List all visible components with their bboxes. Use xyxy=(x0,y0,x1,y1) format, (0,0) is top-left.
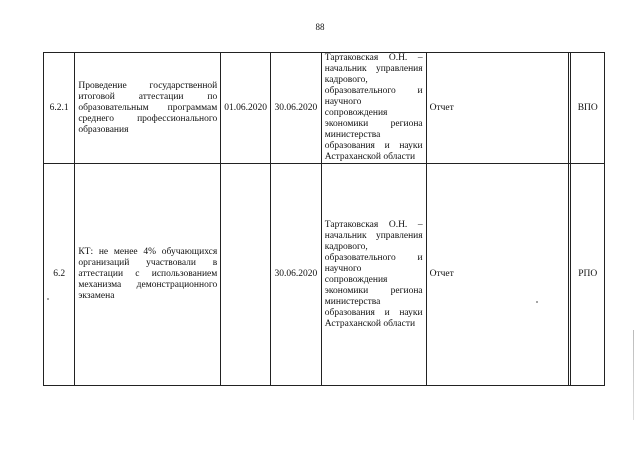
start-date xyxy=(221,164,271,386)
start-date: 01.06.2020 xyxy=(221,53,271,164)
scan-edge-shadow xyxy=(633,330,634,420)
page-number: 88 xyxy=(315,22,325,32)
item-description: КТ: не менее 4% обучающихся организаций участвовали в аттестации с использованием механизма демонстрационного экзамена xyxy=(75,164,221,386)
scan-speck xyxy=(47,298,49,300)
plan-table xyxy=(43,52,605,386)
item-number: 6.2 xyxy=(44,164,75,386)
table-row xyxy=(44,53,605,164)
result-document: Отчет xyxy=(426,53,569,164)
table-row xyxy=(44,164,605,386)
end-date: 30.06.2020 xyxy=(270,53,321,164)
responsible-person: Тартаковская О.Н. – начальник управления кадрового, образовательного и научного сопровождения экономики региона министерства образования и науки Астраханской области xyxy=(321,53,426,164)
level-code: РПО xyxy=(571,164,605,386)
item-description: Проведение государственной итоговой аттестации по образовательным программам среднего профессионального образования xyxy=(75,53,221,164)
end-date: 30.06.2020 xyxy=(270,164,321,386)
item-number: 6.2.1 xyxy=(44,53,75,164)
result-document: Отчет xyxy=(426,164,569,386)
level-code: ВПО xyxy=(571,53,605,164)
responsible-person: Тартаковская О.Н. – начальник управления кадрового, образовательного и научного сопровождения экономики региона министерства образования и науки Астраханской области xyxy=(321,164,426,386)
scan-speck xyxy=(536,301,538,303)
